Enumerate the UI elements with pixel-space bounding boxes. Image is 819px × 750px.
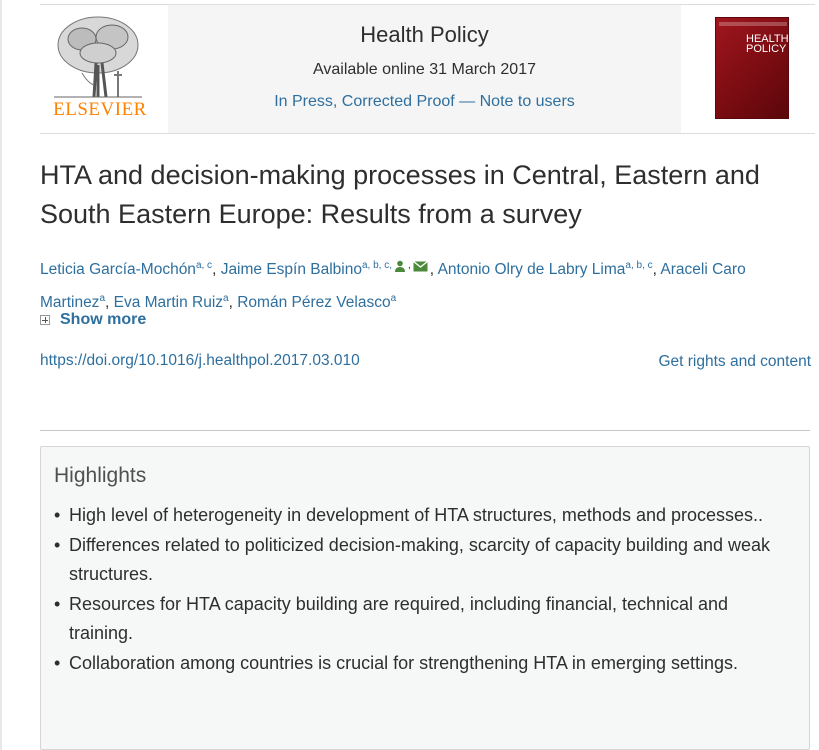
plus-box-icon	[40, 315, 50, 325]
journal-title-link[interactable]: Health Policy	[360, 22, 489, 47]
journal-info	[168, 5, 681, 133]
email-icon[interactable]	[413, 261, 428, 272]
available-online-date: Available online 31 March 2017	[313, 61, 536, 78]
elsevier-wordmark: ELSEVIER	[53, 99, 147, 120]
show-more-label: Show more	[60, 311, 147, 328]
author-link[interactable]: Jaime Espín Balbino$^{a, b, c,}$	[220, 260, 393, 278]
get-rights-link[interactable]: Get rights and content	[658, 353, 811, 370]
article-title: HTA and decision-making processes in Central, Eastern and South Eastern Europe: Results from a survey	[40, 160, 760, 229]
article-status	[168, 93, 681, 111]
highlights-box	[40, 446, 810, 750]
section-divider	[40, 430, 810, 431]
author-link[interactable]: Eva Martin Ruiz$^a$	[113, 293, 229, 311]
elsevier-tree-icon	[52, 13, 144, 99]
author-link[interactable]: Román Pérez Velasco$^a$	[237, 293, 397, 311]
list-item: • Differences related to politicized decision-making, scarcity of capacity building and weak structures.	[54, 531, 794, 590]
list-item: • High level of heterogeneity in development of HTA structures, methods and processes..	[54, 501, 794, 531]
status-separator: —	[454, 93, 480, 110]
page-left-border	[0, 0, 2, 750]
highlights-heading: Highlights	[54, 464, 147, 487]
author-link[interactable]: Leticia García-Mochón$^{a, c}$	[40, 260, 213, 278]
list-item: • Resources for HTA capacity building are required, including financial, technical and training.	[54, 590, 794, 649]
status-text: In Press, Corrected Proof	[274, 93, 455, 110]
bullet-icon: •	[54, 593, 61, 614]
author-list: Leticia García-Mochón$^{a, c}$, Jaime Espín Balbino$^{a, b, c,}$ , , Antonio Olry de Labry Lima$^{a, b, c}$, Araceli Caro Martinez$^a$, Eva Martin Ruiz$^a$, Román Pérez Velasco$^a$	[40, 260, 746, 311]
cover-strip	[719, 22, 787, 26]
journal-header	[40, 4, 815, 134]
elsevier-logo[interactable]	[40, 5, 168, 133]
author-link[interactable]: Araceli Caro Martinez$^a$	[40, 261, 746, 311]
highlights-list	[54, 501, 794, 678]
doi-link[interactable]: https://doi.org/10.1016/j.healthpol.2017.03.010	[40, 352, 360, 369]
note-to-users-link[interactable]: Note to users	[479, 93, 575, 110]
show-more-button[interactable]	[40, 311, 146, 329]
cover-title: HEALTH POLICY	[746, 33, 789, 55]
journal-cover-image[interactable]	[715, 17, 789, 119]
bullet-icon: •	[54, 505, 61, 525]
author-link[interactable]: Antonio Olry de Labry Lima$^{a, b, c}$	[437, 260, 653, 278]
bullet-icon: •	[54, 652, 61, 673]
bullet-icon: •	[54, 534, 61, 555]
person-icon[interactable]	[394, 260, 406, 272]
list-item: • Collaboration among countries is crucial for strengthening HTA in emerging settings.	[54, 649, 794, 679]
